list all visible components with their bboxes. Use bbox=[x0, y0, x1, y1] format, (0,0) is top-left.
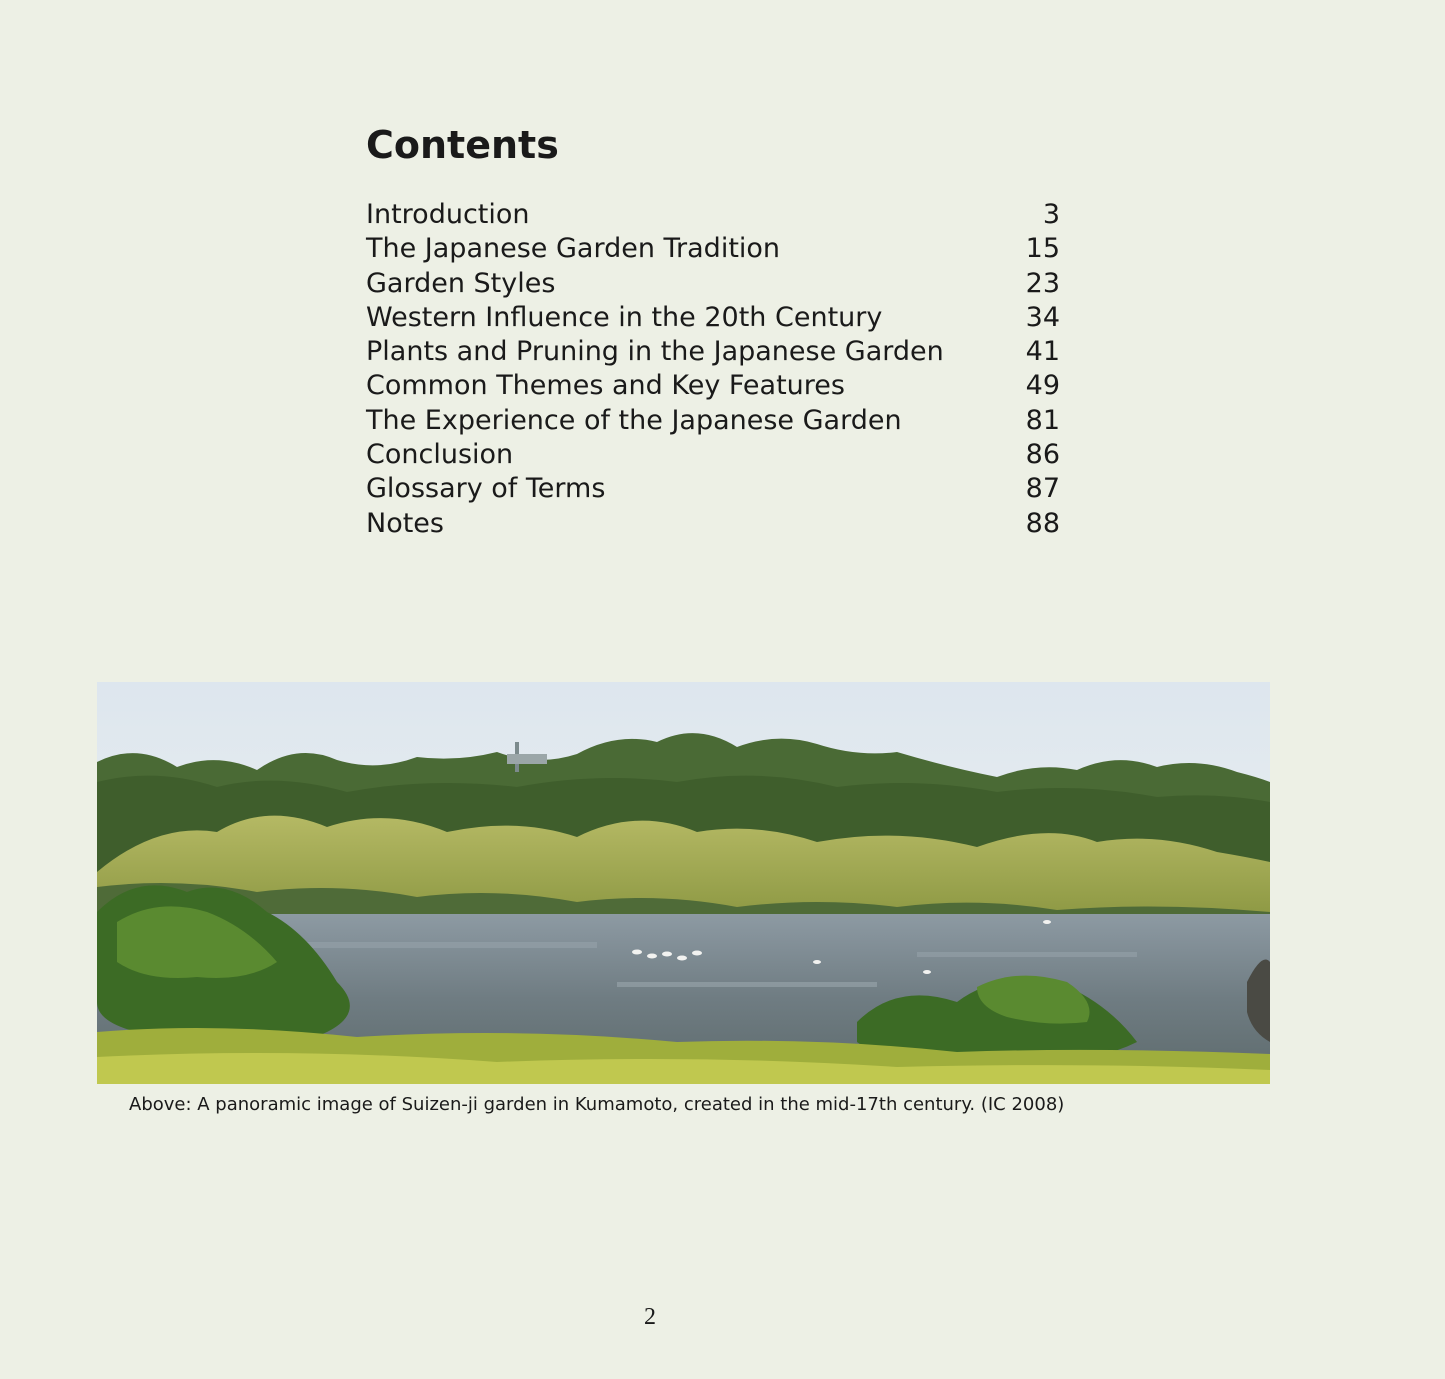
toc-entry-notes[interactable] bbox=[366, 507, 1060, 541]
contents-heading: Contents bbox=[366, 123, 559, 167]
toc-entry-page: 88 bbox=[1025, 507, 1060, 539]
toc-entry-page: 23 bbox=[1025, 267, 1060, 299]
toc-entry-label: The Experience of the Japanese Garden bbox=[366, 404, 902, 436]
toc-entry-label: Garden Styles bbox=[366, 267, 556, 299]
toc-entry-conclusion[interactable] bbox=[366, 438, 1060, 472]
toc-entry-label: Western Influence in the 20th Century bbox=[366, 301, 883, 333]
toc-entry-label: Notes bbox=[366, 507, 444, 539]
figure-caption: Above: A panoramic image of Suizen-ji garden in Kumamoto, created in the mid-17th century. (IC 2008) bbox=[129, 1094, 1065, 1115]
page-number: 2 bbox=[644, 1304, 656, 1330]
toc-entry-page: 41 bbox=[1025, 336, 1060, 368]
toc-entry-label: Common Themes and Key Features bbox=[366, 370, 845, 402]
toc-entry-page: 34 bbox=[1025, 301, 1060, 333]
toc-entry-glossary[interactable] bbox=[366, 472, 1060, 506]
toc-entry-page: 87 bbox=[1025, 473, 1060, 505]
toc-entry-label: Glossary of Terms bbox=[366, 473, 606, 505]
toc-entry-label: The Japanese Garden Tradition bbox=[366, 233, 781, 265]
toc-entry-label: Introduction bbox=[366, 199, 530, 230]
toc-entry-common-themes[interactable] bbox=[366, 369, 1060, 403]
toc-entry-label: Plants and Pruning in the Japanese Garden bbox=[366, 336, 944, 368]
toc-entry-garden-tradition[interactable] bbox=[366, 232, 1060, 266]
toc-entry-page: 3 bbox=[1042, 199, 1060, 230]
toc-entry-page: 81 bbox=[1025, 404, 1060, 436]
toc-entry-page: 49 bbox=[1025, 370, 1060, 402]
toc-entry-garden-styles[interactable] bbox=[366, 267, 1060, 301]
toc-entry-page: 15 bbox=[1025, 233, 1060, 265]
toc-entry-label: Conclusion bbox=[366, 439, 514, 471]
toc-entry-page: 86 bbox=[1025, 439, 1060, 471]
toc-entry-introduction[interactable] bbox=[366, 198, 1060, 232]
toc-entry-experience[interactable] bbox=[366, 404, 1060, 438]
garden-panorama-photo bbox=[97, 682, 1270, 1084]
table-of-contents bbox=[366, 198, 1060, 541]
toc-entry-plants-pruning[interactable] bbox=[366, 335, 1060, 369]
toc-entry-western-influence[interactable] bbox=[366, 301, 1060, 335]
